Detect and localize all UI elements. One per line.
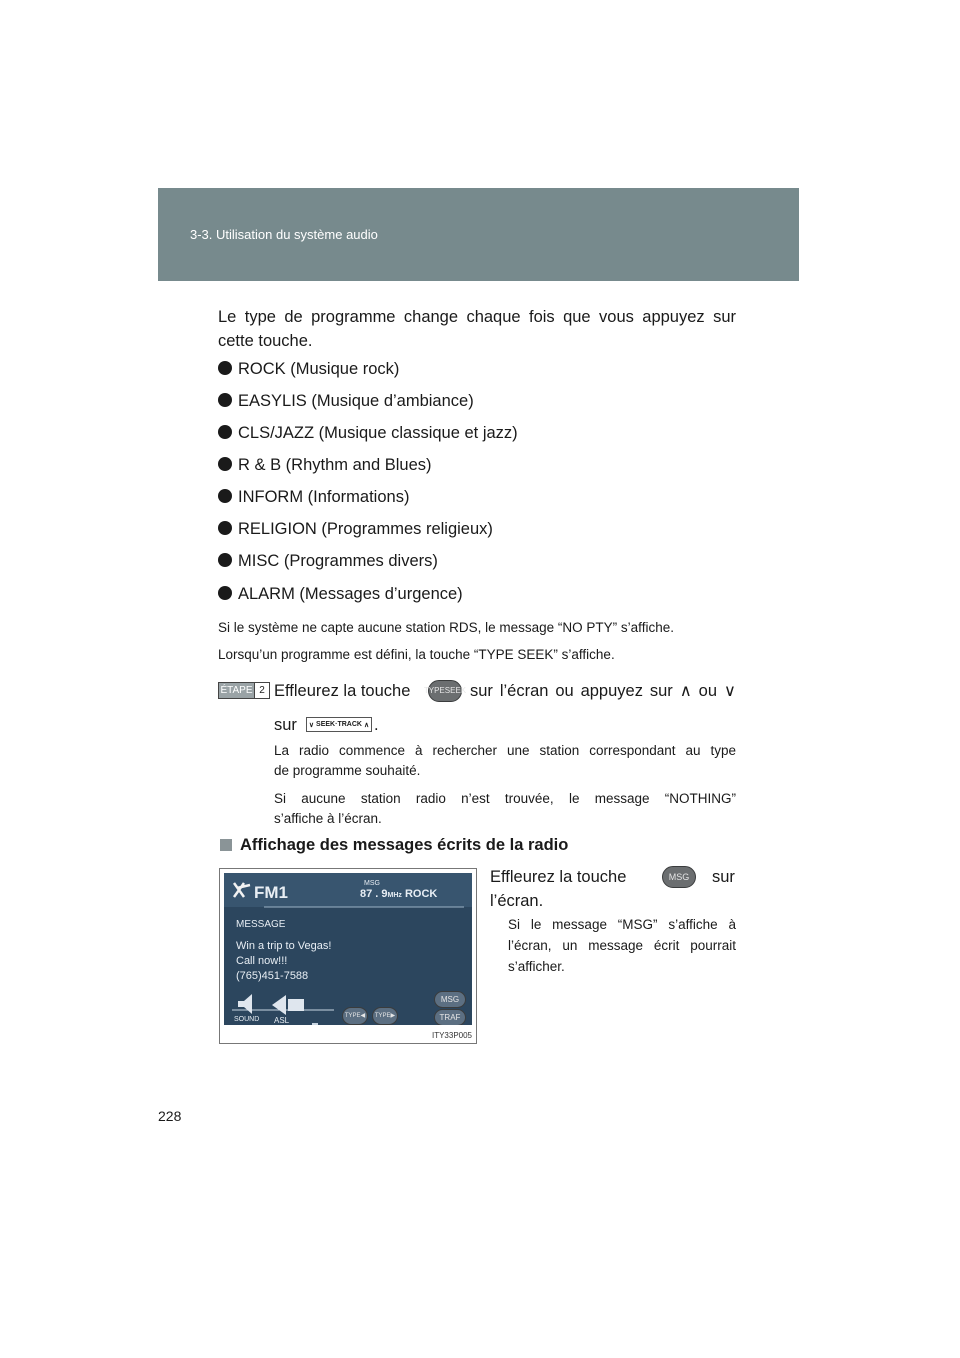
section-heading: Affichage des messages écrits de la radio xyxy=(220,836,568,855)
bullet-icon xyxy=(218,553,232,567)
message-line: Call now!!! xyxy=(236,955,288,967)
step-number: 2 xyxy=(254,683,269,698)
step-badge xyxy=(218,682,270,699)
intro-line-2: cette touche. xyxy=(218,332,313,350)
list-item: CLS/JAZZ (Musique classique et jazz) xyxy=(218,424,518,443)
seek-track-button[interactable]: ∨ SEEK·TRACK ∧ xyxy=(306,717,372,732)
band-label: FM1 xyxy=(254,883,288,902)
radio-display xyxy=(224,873,472,1025)
chapter-header xyxy=(158,188,799,281)
square-icon xyxy=(220,839,232,851)
radio-screen-figure xyxy=(219,868,477,1044)
step2-note2-line1: Si aucune station radio n’est trouvée, le message “NOTHING” xyxy=(274,791,736,806)
note-no-pty: Si le système ne capte aucune station RDS, le message “NO PTY” s’affiche. xyxy=(218,620,674,635)
chevron-up-icon: ∧ xyxy=(363,721,370,729)
step2-note1-line2: de programme souhaité. xyxy=(274,763,421,778)
step2-text-d: . xyxy=(374,716,379,734)
list-item: EASYLIS (Musique d’ambiance) xyxy=(218,392,474,411)
sound-label: SOUND xyxy=(234,1016,260,1023)
msg-button[interactable]: MSG xyxy=(662,866,696,888)
step2-note2-line2: s’affiche à l’écran. xyxy=(274,811,382,826)
intro-line-1: Le type de programme change chaque fois que vous appuyez sur xyxy=(218,308,736,326)
section-note-line2: l’écran, un message écrit pourrait xyxy=(508,938,736,953)
triangle-right-icon: ▶ xyxy=(390,1013,396,1019)
frequency-display: 87 . 9MHz ROCK xyxy=(360,888,438,900)
step2-note1-line1: La radio commence à rechercher une station correspondant au type xyxy=(274,743,736,758)
section-text-a: Effleurez la touche xyxy=(490,868,627,886)
bullet-icon xyxy=(218,393,232,407)
section-note-line1: Si le message “MSG” s’affiche à xyxy=(508,917,736,932)
step-label: ÉTAPE xyxy=(220,685,253,696)
list-item: RELIGION (Programmes religieux) xyxy=(218,520,493,539)
section-text-c: l’écran. xyxy=(490,892,544,910)
type-next-button[interactable]: TYPE ▶ xyxy=(372,1007,398,1025)
bullet-icon xyxy=(218,586,232,600)
traf-button[interactable]: TRAF xyxy=(434,1009,466,1025)
screen-msg-button[interactable]: MSG xyxy=(434,991,466,1008)
note-type-seek: Lorsqu’un programme est défini, la touche “TYPE SEEK” s’affiche. xyxy=(218,647,615,662)
section-note-line3: s’afficher. xyxy=(508,959,565,974)
chevron-down-icon: ∨ xyxy=(308,721,315,729)
list-item: MISC (Programmes divers) xyxy=(218,552,438,571)
bullet-icon xyxy=(218,361,232,375)
list-item: INFORM (Informations) xyxy=(218,488,409,507)
figure-code: ITY33P005 xyxy=(431,1031,472,1040)
bullet-icon xyxy=(218,457,232,471)
message-line: (765)451-7588 xyxy=(236,970,309,982)
type-prev-button[interactable]: TYPE ◀ xyxy=(342,1007,368,1025)
step2-text-b: sur l’écran ou appuyez sur ∧ ou ∨ xyxy=(470,682,736,700)
bullet-icon xyxy=(218,521,232,535)
list-item: R & B (Rhythm and Blues) xyxy=(218,456,432,475)
triangle-left-icon: ◀ xyxy=(360,1013,366,1019)
bullet-icon xyxy=(218,425,232,439)
step2-text-a: Effleurez la touche xyxy=(274,682,411,700)
section-text-b: sur xyxy=(712,868,735,886)
message-line: Win a trip to Vegas! xyxy=(236,940,332,952)
list-item: ROCK (Musique rock) xyxy=(218,360,399,379)
bullet-icon xyxy=(218,489,232,503)
asl-label: ASL xyxy=(274,1016,290,1025)
step2-text-c: sur xyxy=(274,716,297,734)
message-heading: MESSAGE xyxy=(236,919,286,930)
list-item: ALARM (Messages d’urgence) xyxy=(218,585,463,604)
msg-indicator: MSG xyxy=(364,880,380,887)
page-number: 228 xyxy=(158,1108,182,1124)
type-seek-button[interactable]: TYPE SEEK xyxy=(428,680,462,702)
chapter-title: 3-3. Utilisation du système audio xyxy=(190,227,378,242)
